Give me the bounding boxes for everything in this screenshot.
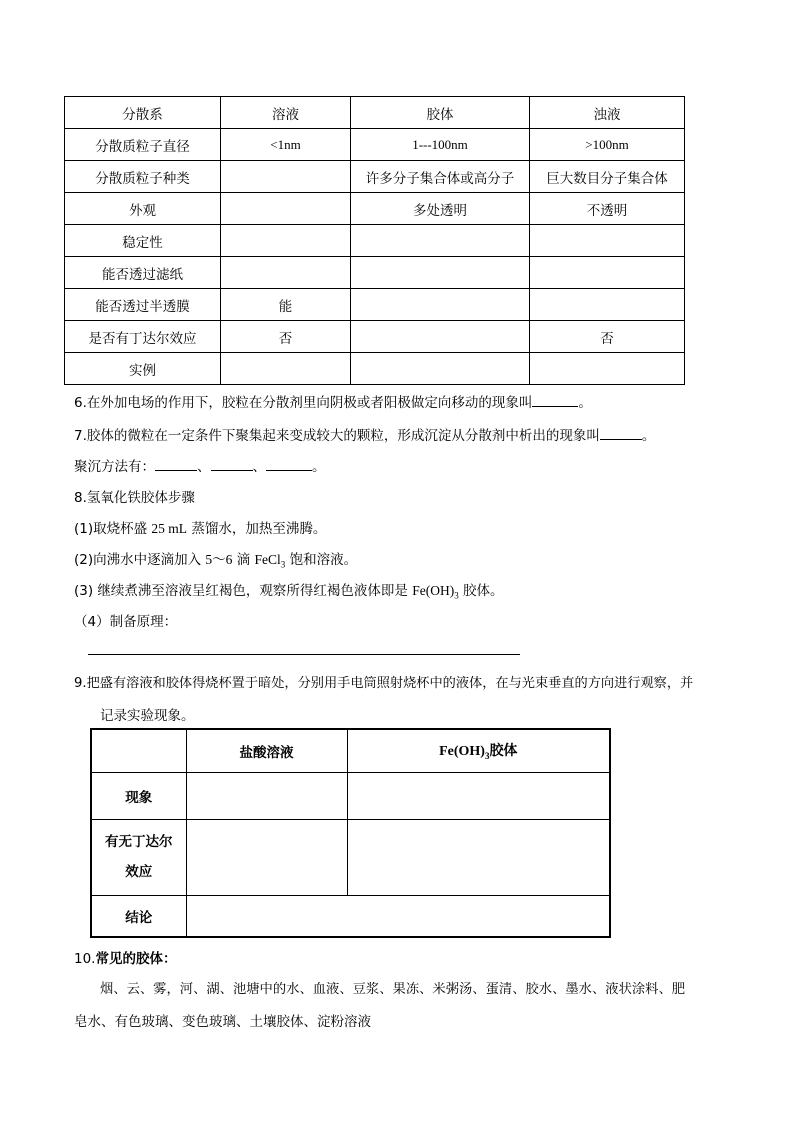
table-cell: 1---100nm bbox=[351, 129, 530, 161]
table-header-row bbox=[91, 729, 610, 772]
row-label: 结论 bbox=[91, 895, 186, 937]
table-cell bbox=[221, 225, 351, 257]
row-label: 稳定性 bbox=[65, 225, 221, 257]
dispersion-comparison-table bbox=[64, 96, 685, 385]
table-cell bbox=[530, 353, 685, 385]
table-row bbox=[65, 193, 685, 225]
table-cell bbox=[221, 193, 351, 225]
answer-blank[interactable] bbox=[532, 394, 578, 407]
chemical-formula bbox=[412, 583, 459, 601]
question-8-title: 8.氢氧化铁胶体步骤 bbox=[74, 490, 195, 506]
table-cell bbox=[221, 161, 351, 193]
table-cell bbox=[221, 353, 351, 385]
formula-text: Fe(OH) bbox=[412, 583, 455, 598]
table-cell bbox=[351, 321, 530, 353]
question-7 bbox=[74, 424, 655, 444]
question-6 bbox=[74, 391, 592, 411]
step-text: 蒸馏水，加热至沸腾。 bbox=[191, 521, 327, 537]
answer-cell[interactable] bbox=[186, 772, 347, 819]
table-row bbox=[65, 129, 685, 161]
row-label-line: 有无丁达尔 bbox=[105, 834, 173, 850]
table-row bbox=[65, 289, 685, 321]
table-cell bbox=[530, 225, 685, 257]
question-text: 聚沉方法有： bbox=[74, 459, 155, 475]
formula-subscript: 3 bbox=[484, 751, 490, 762]
header-text: 胶体 bbox=[489, 743, 518, 760]
table-cell bbox=[351, 225, 530, 257]
punctuation: 。 bbox=[578, 395, 592, 411]
table-cell: 巨大数目分子集合体 bbox=[530, 161, 685, 193]
drop-count: 5～6 bbox=[205, 552, 233, 567]
step-1 bbox=[74, 517, 326, 537]
table-row bbox=[65, 161, 685, 193]
table-cell: 多处透明 bbox=[351, 193, 530, 225]
row-label: 分散质粒子种类 bbox=[65, 161, 221, 193]
row-label: 分散质粒子直径 bbox=[65, 129, 221, 161]
row-label bbox=[91, 819, 186, 895]
header-cell: 溶液 bbox=[221, 97, 351, 129]
table-row bbox=[91, 819, 610, 895]
table-cell bbox=[351, 353, 530, 385]
row-label: 能否透过半透膜 bbox=[65, 289, 221, 321]
step-text: (3) 继续煮沸至溶液呈红褐色，观察所得红褐色液体即是 bbox=[74, 583, 408, 599]
row-label: 是否有丁达尔效应 bbox=[65, 321, 221, 353]
question-text: 6.在外加电场的作用下，胶粒在分散剂里向阴极或者阳极做定向移动的现象叫 bbox=[74, 395, 533, 411]
header-cell: 胶体 bbox=[351, 97, 530, 129]
table-cell bbox=[221, 257, 351, 289]
step-2 bbox=[74, 548, 357, 570]
row-label: 实例 bbox=[65, 353, 221, 385]
step-text: 滴 bbox=[236, 552, 251, 568]
table-row bbox=[65, 257, 685, 289]
answer-blank[interactable] bbox=[266, 458, 312, 471]
answer-cell[interactable] bbox=[186, 895, 610, 937]
table-cell: 许多分子集合体或高分子 bbox=[351, 161, 530, 193]
table-cell: 不透明 bbox=[530, 193, 685, 225]
table-cell bbox=[351, 289, 530, 321]
volume-value: 25 mL bbox=[151, 521, 188, 536]
row-label: 能否透过滤纸 bbox=[65, 257, 221, 289]
answer-cell[interactable] bbox=[347, 772, 610, 819]
step-text: 胶体。 bbox=[463, 583, 504, 599]
question-text: 7.胶体的微粒在一定条件下聚集起来变成较大的颗粒，形成沉淀从分散剂中析出的现象叫 bbox=[74, 428, 600, 444]
chemical-formula bbox=[254, 552, 286, 570]
table-cell: <1nm bbox=[221, 129, 351, 161]
tyndall-experiment-table bbox=[90, 728, 611, 938]
header-cell bbox=[347, 729, 610, 772]
question-9-line-2: 记录实验现象。 bbox=[100, 708, 195, 724]
table-row bbox=[65, 225, 685, 257]
coagulation-methods bbox=[74, 455, 326, 475]
table-header-row bbox=[65, 97, 685, 129]
formula-subscript: 3 bbox=[454, 590, 459, 601]
table-cell bbox=[351, 257, 530, 289]
table-row bbox=[91, 895, 610, 937]
question-10-title bbox=[74, 947, 176, 967]
row-label: 现象 bbox=[91, 772, 186, 819]
formula-subscript: 3 bbox=[280, 559, 286, 570]
header-cell: 分散系 bbox=[65, 97, 221, 129]
colloid-list-line-1: 烟、云、雾，河、湖、池塘中的水、血液、豆浆、果冻、米粥汤、蛋清、胶水、墨水、液状涂料、肥 bbox=[100, 982, 686, 997]
formula-text: Fe(OH) bbox=[439, 744, 485, 760]
step-text: (2)向沸水中逐滴加入 bbox=[74, 552, 202, 568]
answer-blank[interactable] bbox=[600, 427, 642, 440]
punctuation: 。 bbox=[641, 428, 656, 444]
answer-blank[interactable] bbox=[211, 458, 253, 471]
step-text: (1)取烧杯盛 bbox=[74, 521, 148, 537]
answer-cell[interactable] bbox=[347, 819, 610, 895]
section-heading: 常见的胶体： bbox=[95, 951, 177, 967]
table-cell: 否 bbox=[530, 321, 685, 353]
question-9-line-1: 9.把盛有溶液和胶体得烧杯置于暗处，分别用手电筒照射烧杯中的液体，在与光束垂直的方向进行观察，并 bbox=[74, 676, 694, 691]
corner-cell bbox=[91, 729, 186, 772]
table-cell: 否 bbox=[221, 321, 351, 353]
step-3 bbox=[74, 579, 504, 601]
question-number: 10. bbox=[74, 951, 96, 967]
header-cell: 盐酸溶液 bbox=[186, 729, 347, 772]
row-label: 外观 bbox=[65, 193, 221, 225]
table-row bbox=[65, 353, 685, 385]
answer-blank[interactable] bbox=[155, 458, 197, 471]
step-text: 饱和溶液。 bbox=[289, 552, 358, 568]
formula-text: FeCl bbox=[254, 552, 281, 567]
punctuation: 。 bbox=[312, 459, 326, 475]
table-cell: >100nm bbox=[530, 129, 685, 161]
table-cell bbox=[530, 257, 685, 289]
header-cell: 浊液 bbox=[530, 97, 685, 129]
table-row bbox=[65, 321, 685, 353]
answer-line[interactable] bbox=[88, 654, 520, 655]
colloid-list-line-2: 皂水、有色玻璃、变色玻璃、土壤胶体、淀粉溶液 bbox=[74, 1014, 371, 1030]
punctuation: 、 bbox=[252, 459, 266, 475]
punctuation: 、 bbox=[197, 459, 211, 475]
table-cell bbox=[530, 289, 685, 321]
table-row bbox=[91, 772, 610, 819]
answer-cell[interactable] bbox=[186, 819, 347, 895]
table-cell: 能 bbox=[221, 289, 351, 321]
step-4: （4）制备原理： bbox=[74, 614, 178, 630]
row-label-line: 效应 bbox=[125, 864, 153, 880]
